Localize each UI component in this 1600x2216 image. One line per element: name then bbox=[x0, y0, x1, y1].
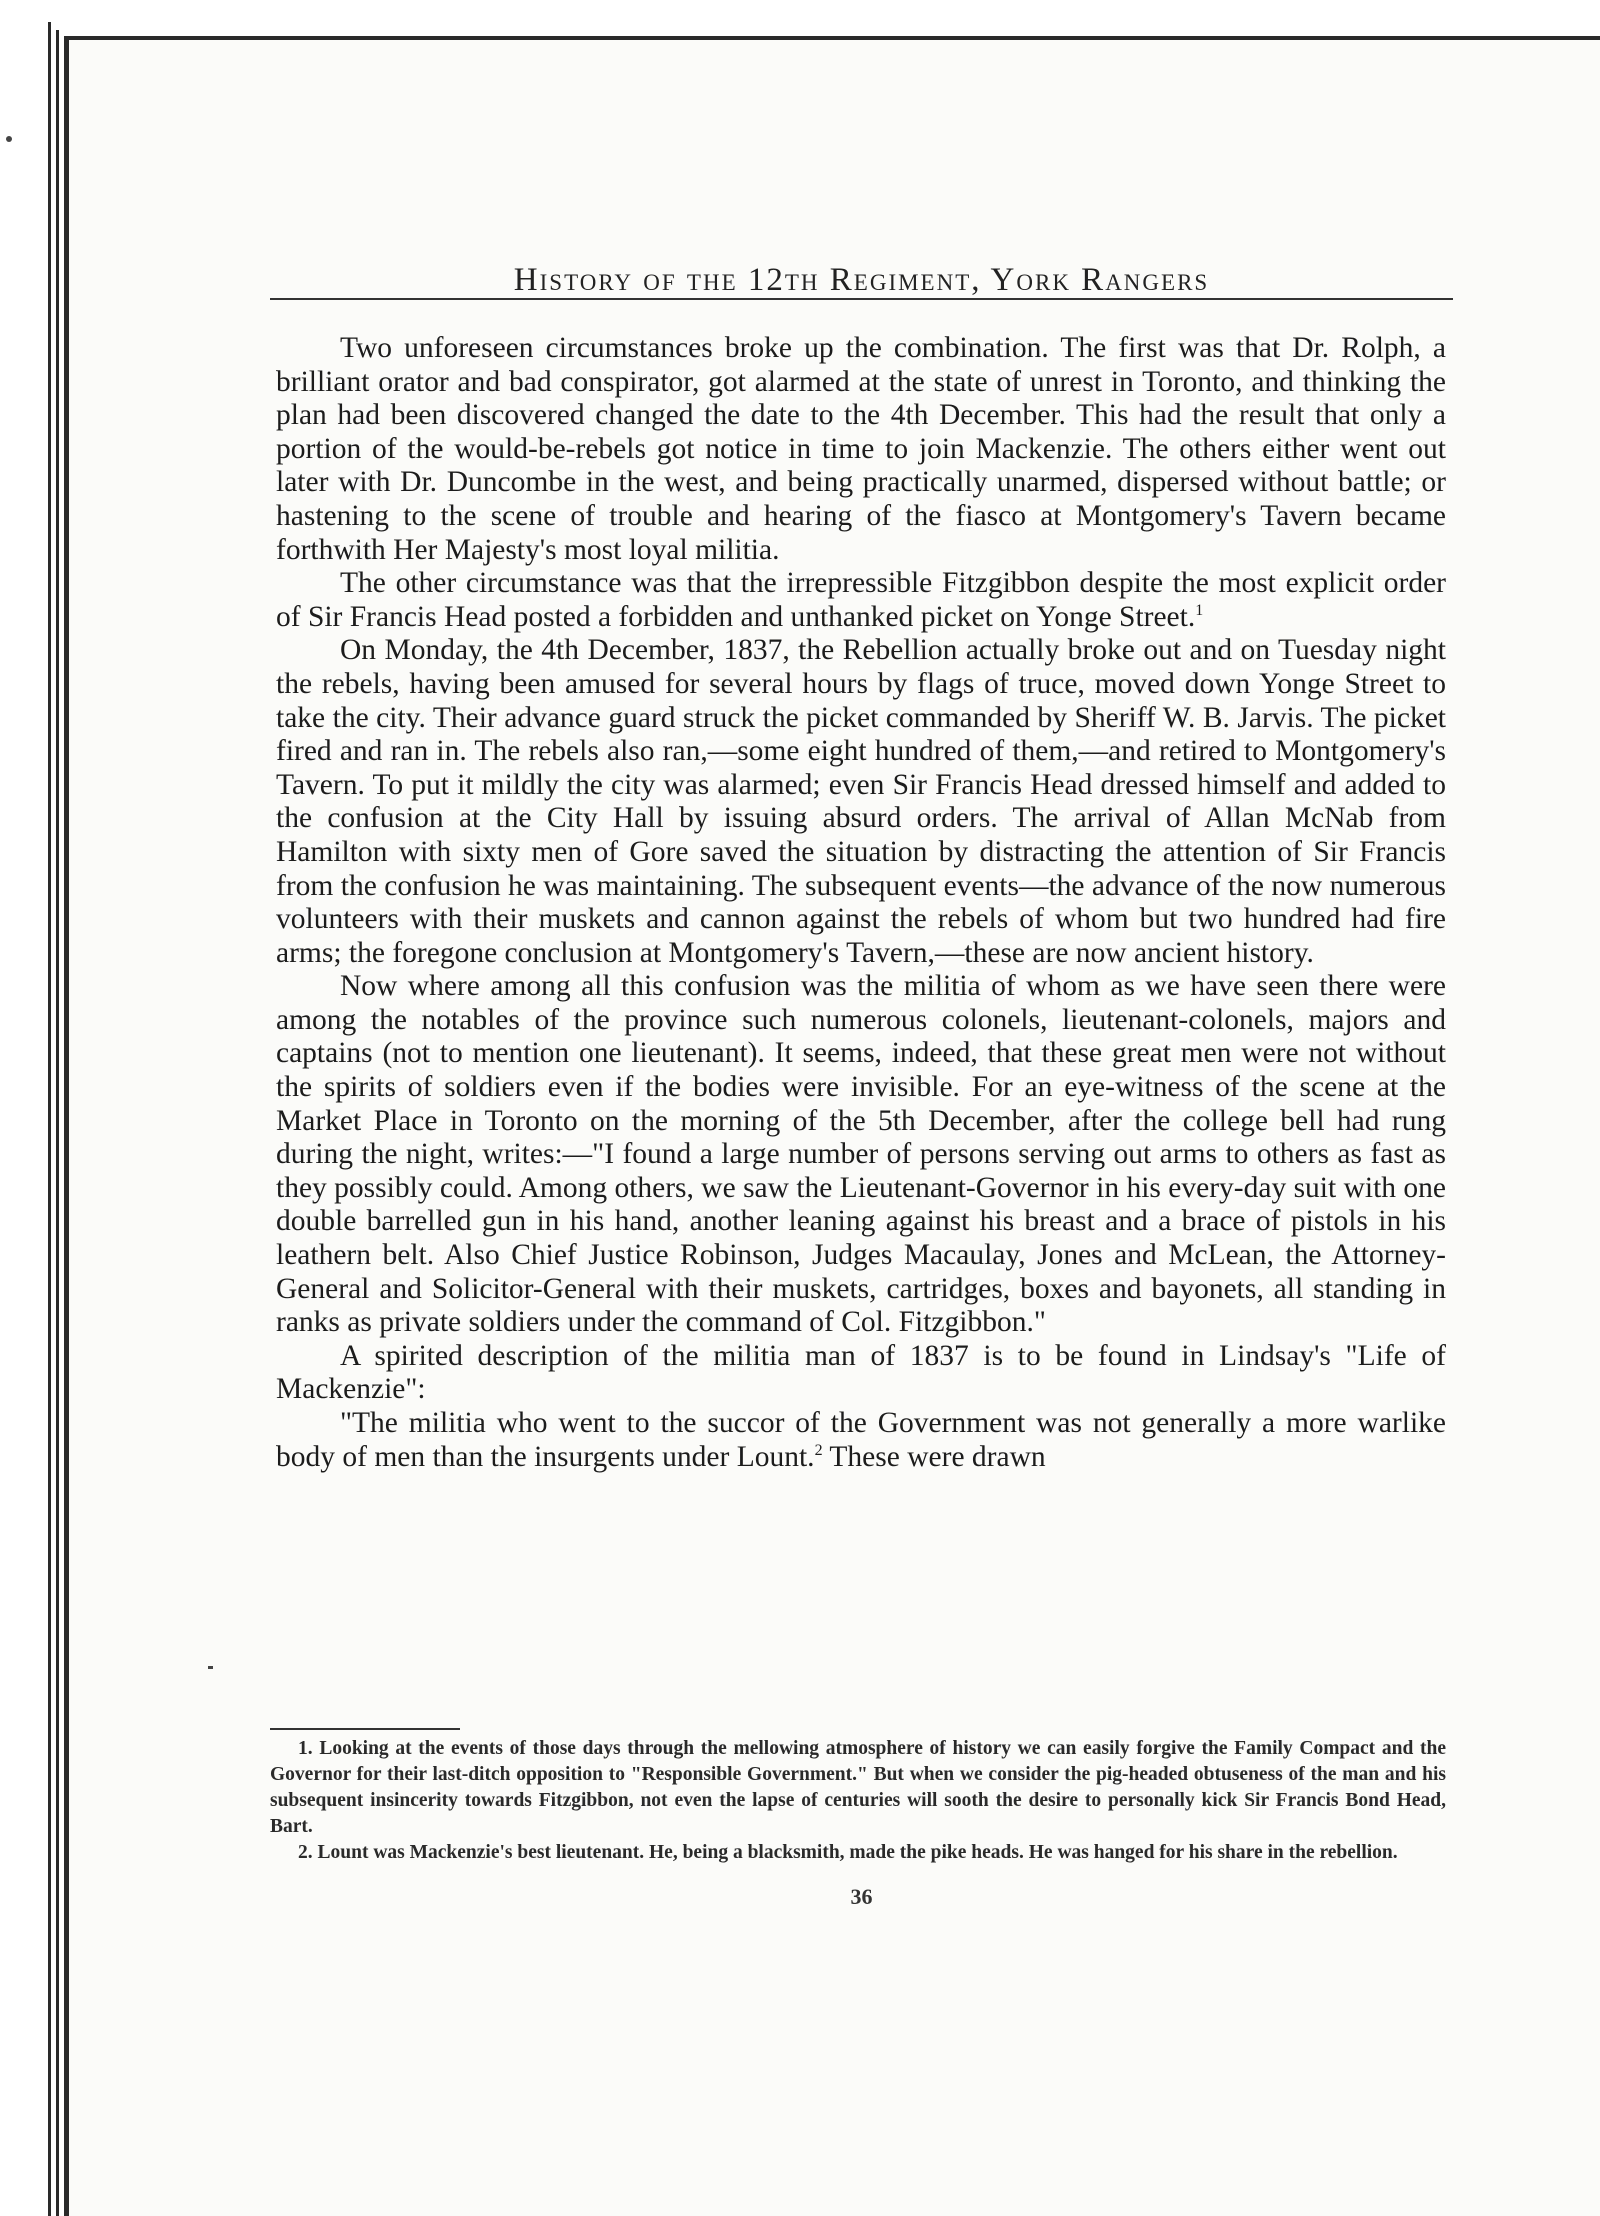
paragraph: Two unforeseen circumstances broke up the combination. The first was that Dr. Rolph, a brilliant orator and bad conspirator, got alarmed at the state of unrest in Toronto, and thinking the plan had been discovered changed the date to the 4th December. This had the result that only a portion of the would-be-rebels got notice in time to join Mackenzie. The others either went out later with Dr. Duncombe in the west, and being practically unarmed, dispersed without battle; or hastening to the scene of trouble and hearing of the fiasco at Montgomery's Tavern became forthwith Her Majesty's most loyal militia. bbox=[276, 332, 1446, 566]
paragraph: Now where among all this confusion was the militia of whom as we have seen there were among the notables of the province such numerous colonels, lieutenant-colonels, majors and captains (not to mention one lieutenant). It seems, indeed, that these great men were not without the spirits of soldiers even if the bodies were invisible. For an eye-witness of the scene at the Market Place in Toronto on the morning of the 5th December, after the college bell had rung during the night, writes:—"I found a large number of persons serving out arms to others as fast as they possibly could. Among others, we saw the Lieutenant-Governor in his every-day suit with one double barrelled gun in his hand, another leaning against his breast and a brace of pistols in his leathern belt. Also Chief Justice Robinson, Judges Macaulay, Jones and McLean, the Attorney-General and Solicitor-General with their muskets, cartridges, boxes and bayonets, all standing in ranks as private soldiers under the command of Col. Fitzgibbon." bbox=[276, 970, 1446, 1339]
body-text bbox=[276, 332, 1446, 1474]
scan-speck bbox=[6, 136, 12, 142]
scan-speck bbox=[208, 1666, 213, 1669]
paragraph: The other circumstance was that the irrepressible Fitzgibbon despite the most explicit order of Sir Francis Head posted a forbidden and unthanked picket on Yonge Street.$^1$ bbox=[276, 567, 1446, 633]
paragraph: "The militia who went to the succor of the Government was not generally a more warlike body of men than the insurgents under Lount.$^2$ These were drawn bbox=[276, 1407, 1446, 1473]
footnote: 1. Looking at the events of those days through the mellowing atmosphere of history we can easily forgive the Family Compact and the Governor for their last-ditch opposition to "Responsible Government." But when we consider the pig-headed obtuseness of the man and his subsequent insincerity towards Fitzgibbon, not even the lapse of centuries will sooth the desire to personally kick Sir Francis Bond Head, Bart. bbox=[270, 1738, 1446, 1837]
book-edge bbox=[48, 22, 51, 2216]
paragraph: A spirited description of the militia man of 1837 is to be found in Lindsay's "Life of Mackenzie": bbox=[276, 1339, 1446, 1406]
footnote: 2. Lount was Mackenzie's best lieutenant. He, being a blacksmith, made the pike heads. He was hanged for his share in the rebellion. bbox=[298, 1842, 1398, 1863]
page-number: 36 bbox=[850, 1884, 873, 1909]
header-rule bbox=[270, 298, 1453, 300]
paragraph: On Monday, the 4th December, 1837, the Rebellion actually broke out and on Tuesday night the rebels, having been amused for several hours by flags of truce, moved down Yonge Street to take the city. Their advance guard struck the picket commanded by Sheriff W. B. Jarvis. The picket fired and ran in. The rebels also ran,—some eight hundred of them,—and retired to Montgomery's Tavern. To put it mildly the city was alarmed; even Sir Francis Head dressed himself and added to the confusion at the City Hall by issuing absurd orders. The arrival of Allan McNab from Hamilton with sixty men of Gore saved the situation by distracting the attention of Sir Francis from the confusion he was maintaining. The subsequent events—the advance of the now numerous volunteers with their muskets and cannon against the rebels of whom but two hundred had fire arms; the foregone conclusion at Montgomery's Tavern,—these are now ancient history. bbox=[276, 634, 1446, 969]
footnote-ref: 2 bbox=[814, 1441, 823, 1459]
running-header: History of the 12th Regiment, York Rangers bbox=[513, 262, 1210, 298]
footnotes bbox=[270, 1736, 1446, 1866]
footnote-rule bbox=[270, 1728, 460, 1730]
book-edge bbox=[56, 30, 59, 2216]
footnote-ref: 1 bbox=[1195, 601, 1204, 619]
